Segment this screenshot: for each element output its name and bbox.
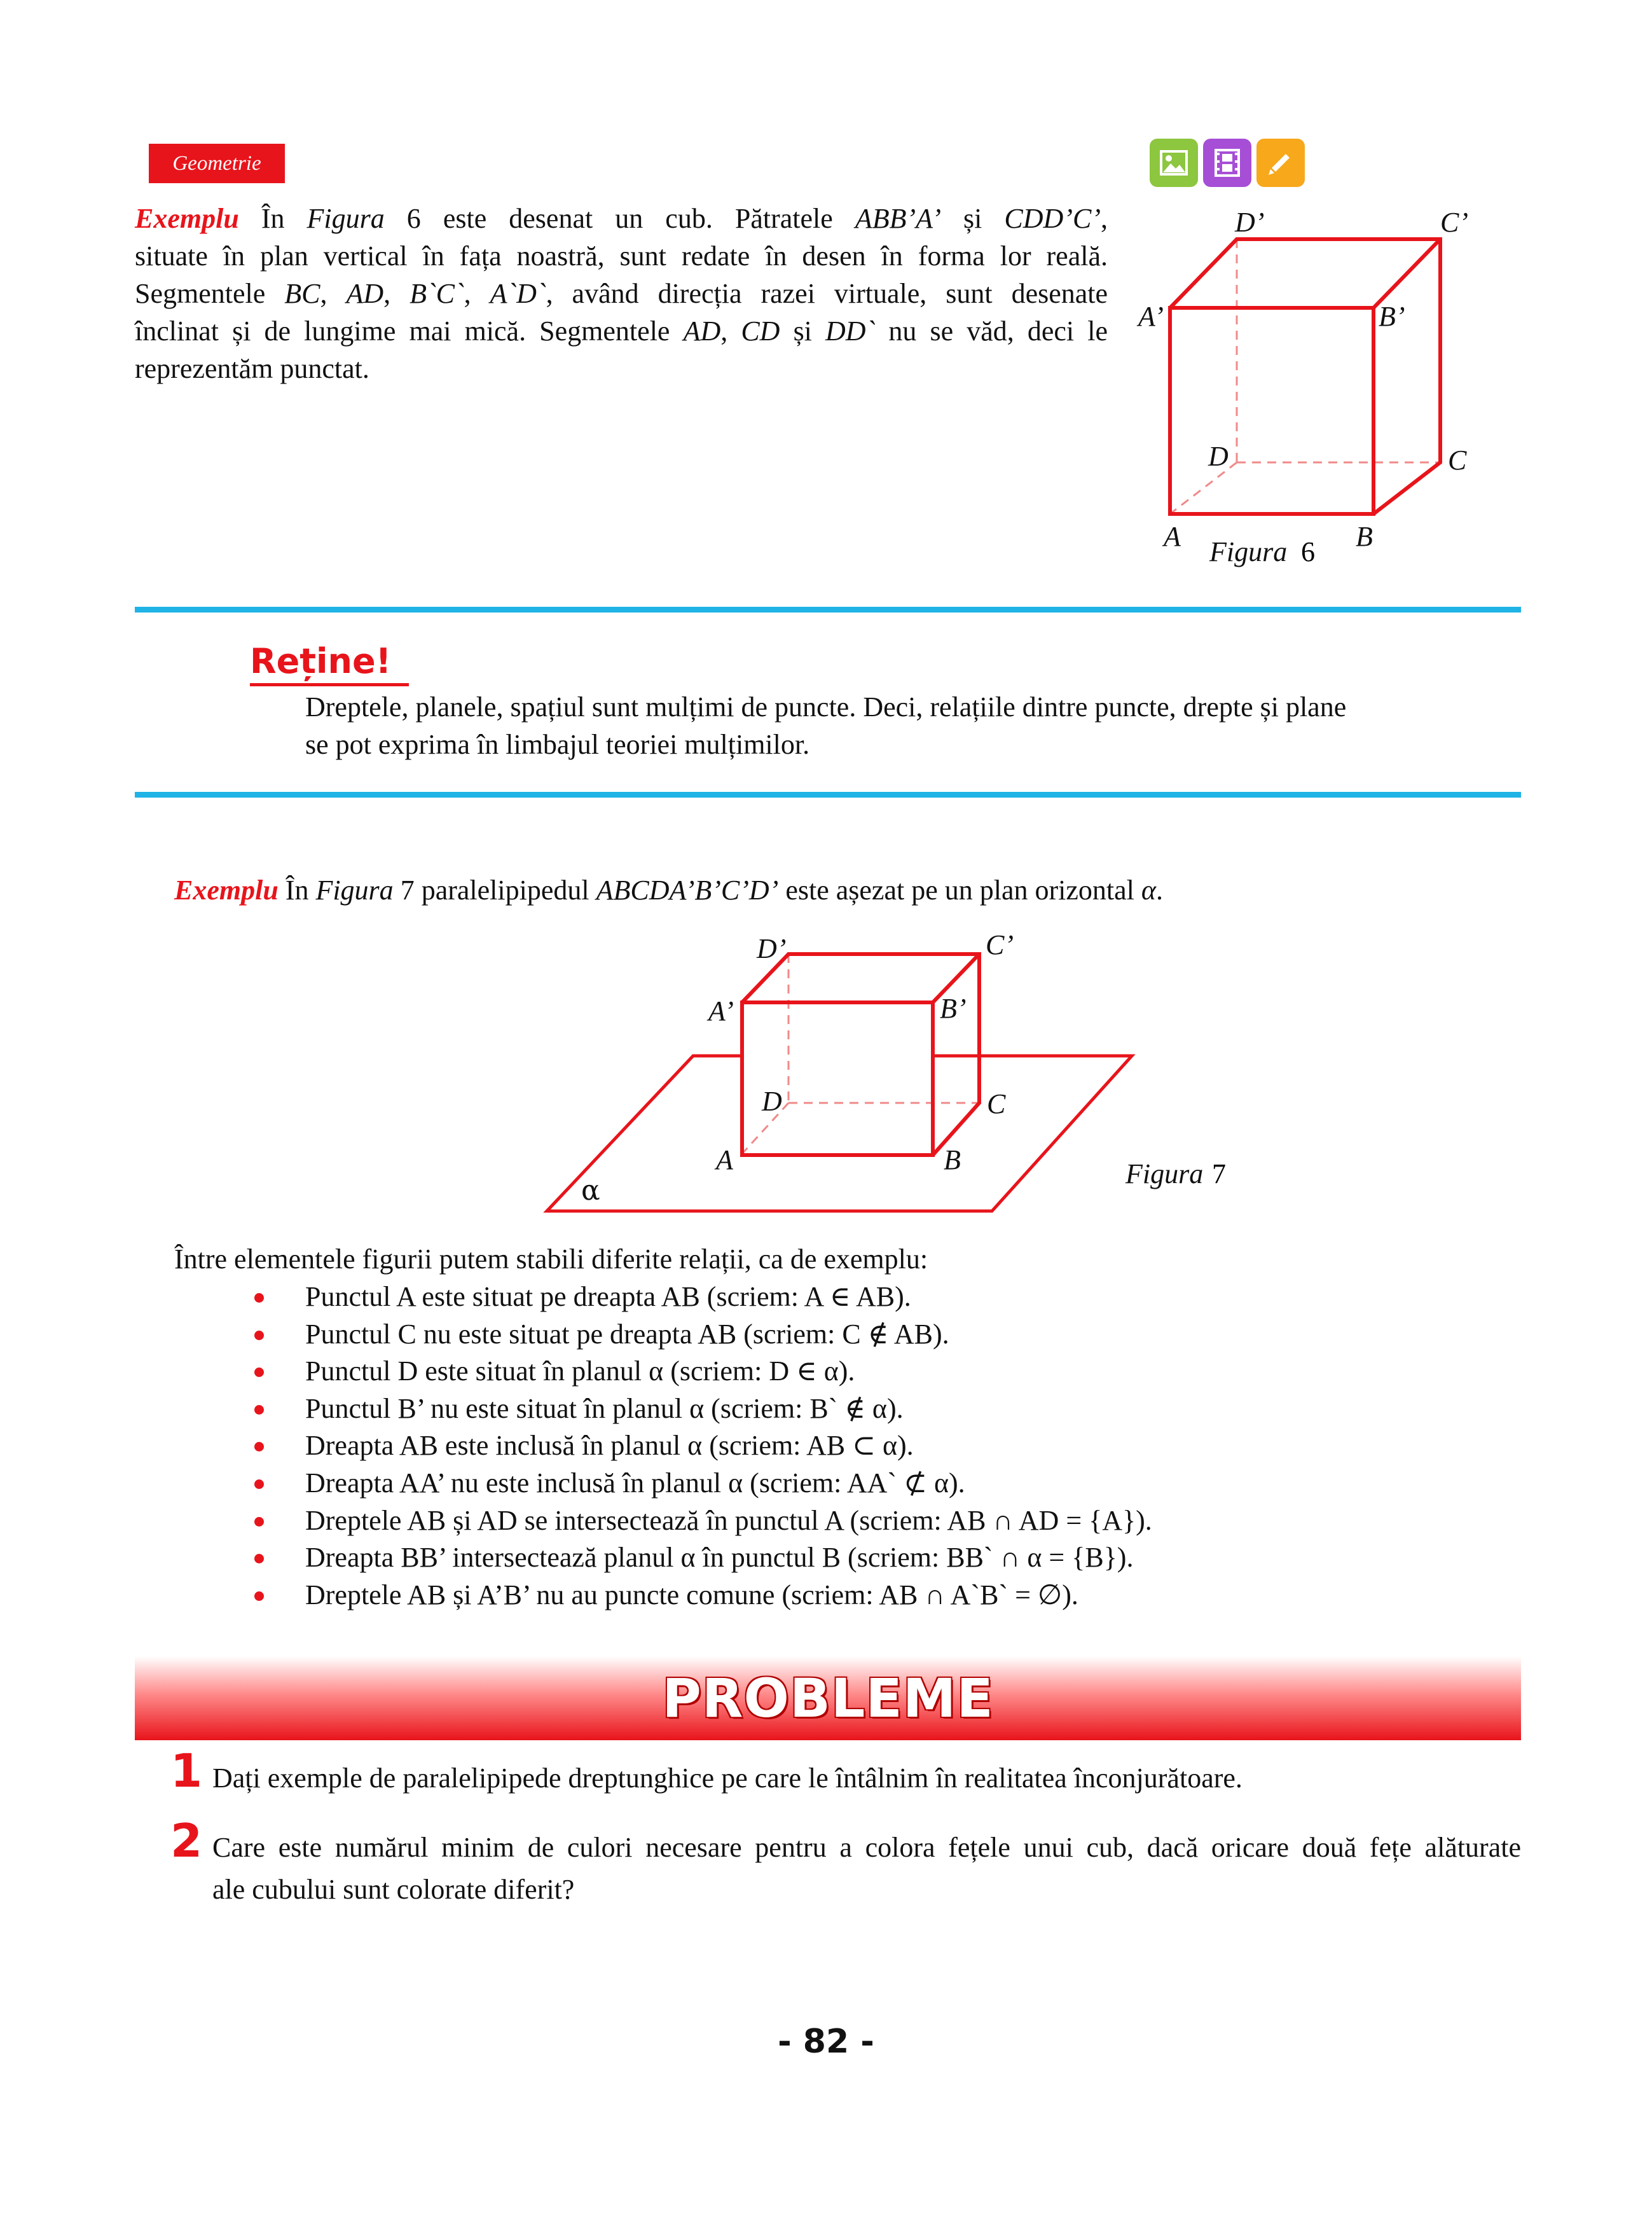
- problems-banner: [135, 1656, 1521, 1740]
- figure-7-caption-word: Figura: [1125, 1158, 1204, 1189]
- label-b: B: [1356, 521, 1373, 552]
- list-item: Dreptele AB și A’B’ nu au puncte comune (scriem: AB ∩ A`B` = ∅).: [247, 1577, 1455, 1614]
- label-a: A: [716, 1144, 733, 1175]
- label-a: A: [1164, 521, 1181, 552]
- example-1-line: Segmentele BC, AD, B`C`, A`D`, având direcția razei virtuale, sunt desenate: [135, 278, 1108, 309]
- relations-intro: Între elementele figurii putem stabili diferite relații, ca de exemplu:: [174, 1243, 928, 1275]
- figure-6-caption-number: 6: [1301, 536, 1315, 567]
- section-tag: Geometrie: [149, 144, 285, 183]
- film-icon[interactable]: [1203, 139, 1251, 187]
- remember-bottom-rule: [135, 792, 1521, 798]
- label-d: D: [762, 1086, 782, 1117]
- example-1-paragraph: [135, 200, 1108, 387]
- remember-underline: [250, 683, 409, 686]
- label-b-prime: B’: [1379, 301, 1405, 332]
- example-1-line: situate în plan vertical în fața noastră, sunt redate în desen în forma lor reală.: [135, 240, 1108, 272]
- example-1-line: înclinat și de lungime mai mică. Segmentele AD, CD și DD` nu se văd, deci le: [135, 315, 1108, 347]
- list-item: Dreapta BB’ intersectează planul α în punctul B (scriem: BB` ∩ α = {B}).: [247, 1539, 1455, 1577]
- label-d: D: [1208, 441, 1229, 472]
- visible-edges: [1170, 239, 1440, 514]
- figure-6-caption-word: Figura: [1209, 536, 1288, 567]
- label-a-prime: A’: [708, 995, 734, 1027]
- label-d-prime: D’: [757, 935, 787, 964]
- remember-top-rule: [135, 607, 1521, 613]
- label-c: C: [987, 1088, 1006, 1119]
- list-item: Punctul A este situat pe dreapta AB (scriem: A ∈ AB).: [247, 1278, 1455, 1316]
- example-keyword: Exemplu: [174, 875, 279, 906]
- label-b: B: [944, 1144, 961, 1175]
- label-c-prime: C’: [986, 935, 1014, 960]
- pencil-icon[interactable]: [1256, 139, 1305, 187]
- problems-banner-title: PROBLEME: [662, 1667, 994, 1729]
- example-2-paragraph: Exemplu În Figura 7 paralelipipedul ABCDA’B’C’D’ este așezat pe un plan orizontal α.: [174, 875, 1163, 906]
- list-item: Punctul C nu este situat pe dreapta AB (scriem: C ∉ AB).: [247, 1316, 1455, 1354]
- problem-1-text: Dați exemple de paralelipipede dreptunghice pe care le întâlnim în realitatea înconjurătoare.: [212, 1762, 1242, 1794]
- figure-7-box-on-plane: [540, 935, 1253, 1228]
- label-alpha: α: [581, 1174, 600, 1207]
- label-b-prime: B’: [940, 993, 967, 1024]
- problem-1-number: 1: [170, 1744, 203, 1797]
- label-c-prime: C’: [1440, 207, 1468, 238]
- example-keyword: Exemplu: [135, 203, 239, 234]
- label-c: C: [1448, 445, 1467, 476]
- list-item: Dreapta AB este inclusă în planul α (scriem: AB ⊂ α).: [247, 1427, 1455, 1465]
- label-d-prime: D’: [1235, 207, 1265, 238]
- figure-7-caption-number: 7: [1212, 1158, 1226, 1189]
- example-1-line: Exemplu În Figura 6 este desenat un cub. Pătratele ABB’A’ și CDD’C’,: [135, 203, 1108, 234]
- relations-list: [247, 1278, 1455, 1614]
- list-item: Dreptele AB și AD se intersectează în punctul A (scriem: AB ∩ AD = {A}).: [247, 1502, 1455, 1540]
- remember-title: Reține!: [250, 641, 392, 681]
- image-icon[interactable]: [1150, 139, 1198, 187]
- list-item: Punctul D este situat în planul α (scriem: D ∈ α).: [247, 1353, 1455, 1390]
- list-item: Punctul B’ nu este situat în planul α (scriem: B` ∉ α).: [247, 1390, 1455, 1428]
- page-number: - 82 -: [778, 2023, 874, 2061]
- list-item: Dreapta AA’ nu este inclusă în planul α (scriem: AA` ⊄ α).: [247, 1465, 1455, 1502]
- problem-2-number: 2: [170, 1814, 203, 1867]
- problem-2-text: Care este numărul minim de culori necesare pentru a colora fețele unui cub, dacă oricare două fețe alăturate ale cubului sunt colorate diferit?: [212, 1832, 1521, 1905]
- label-a-prime: A’: [1138, 301, 1164, 332]
- example-1-line: reprezentăm punctat.: [135, 353, 369, 384]
- remember-text: Dreptele, planele, spațiul sunt mulțimi de puncte. Deci, relațiile dintre puncte, drepte și plane se pot exprima în limbajul teoriei mulțimilor.: [305, 691, 1347, 760]
- figure-6-cube: [1125, 204, 1507, 585]
